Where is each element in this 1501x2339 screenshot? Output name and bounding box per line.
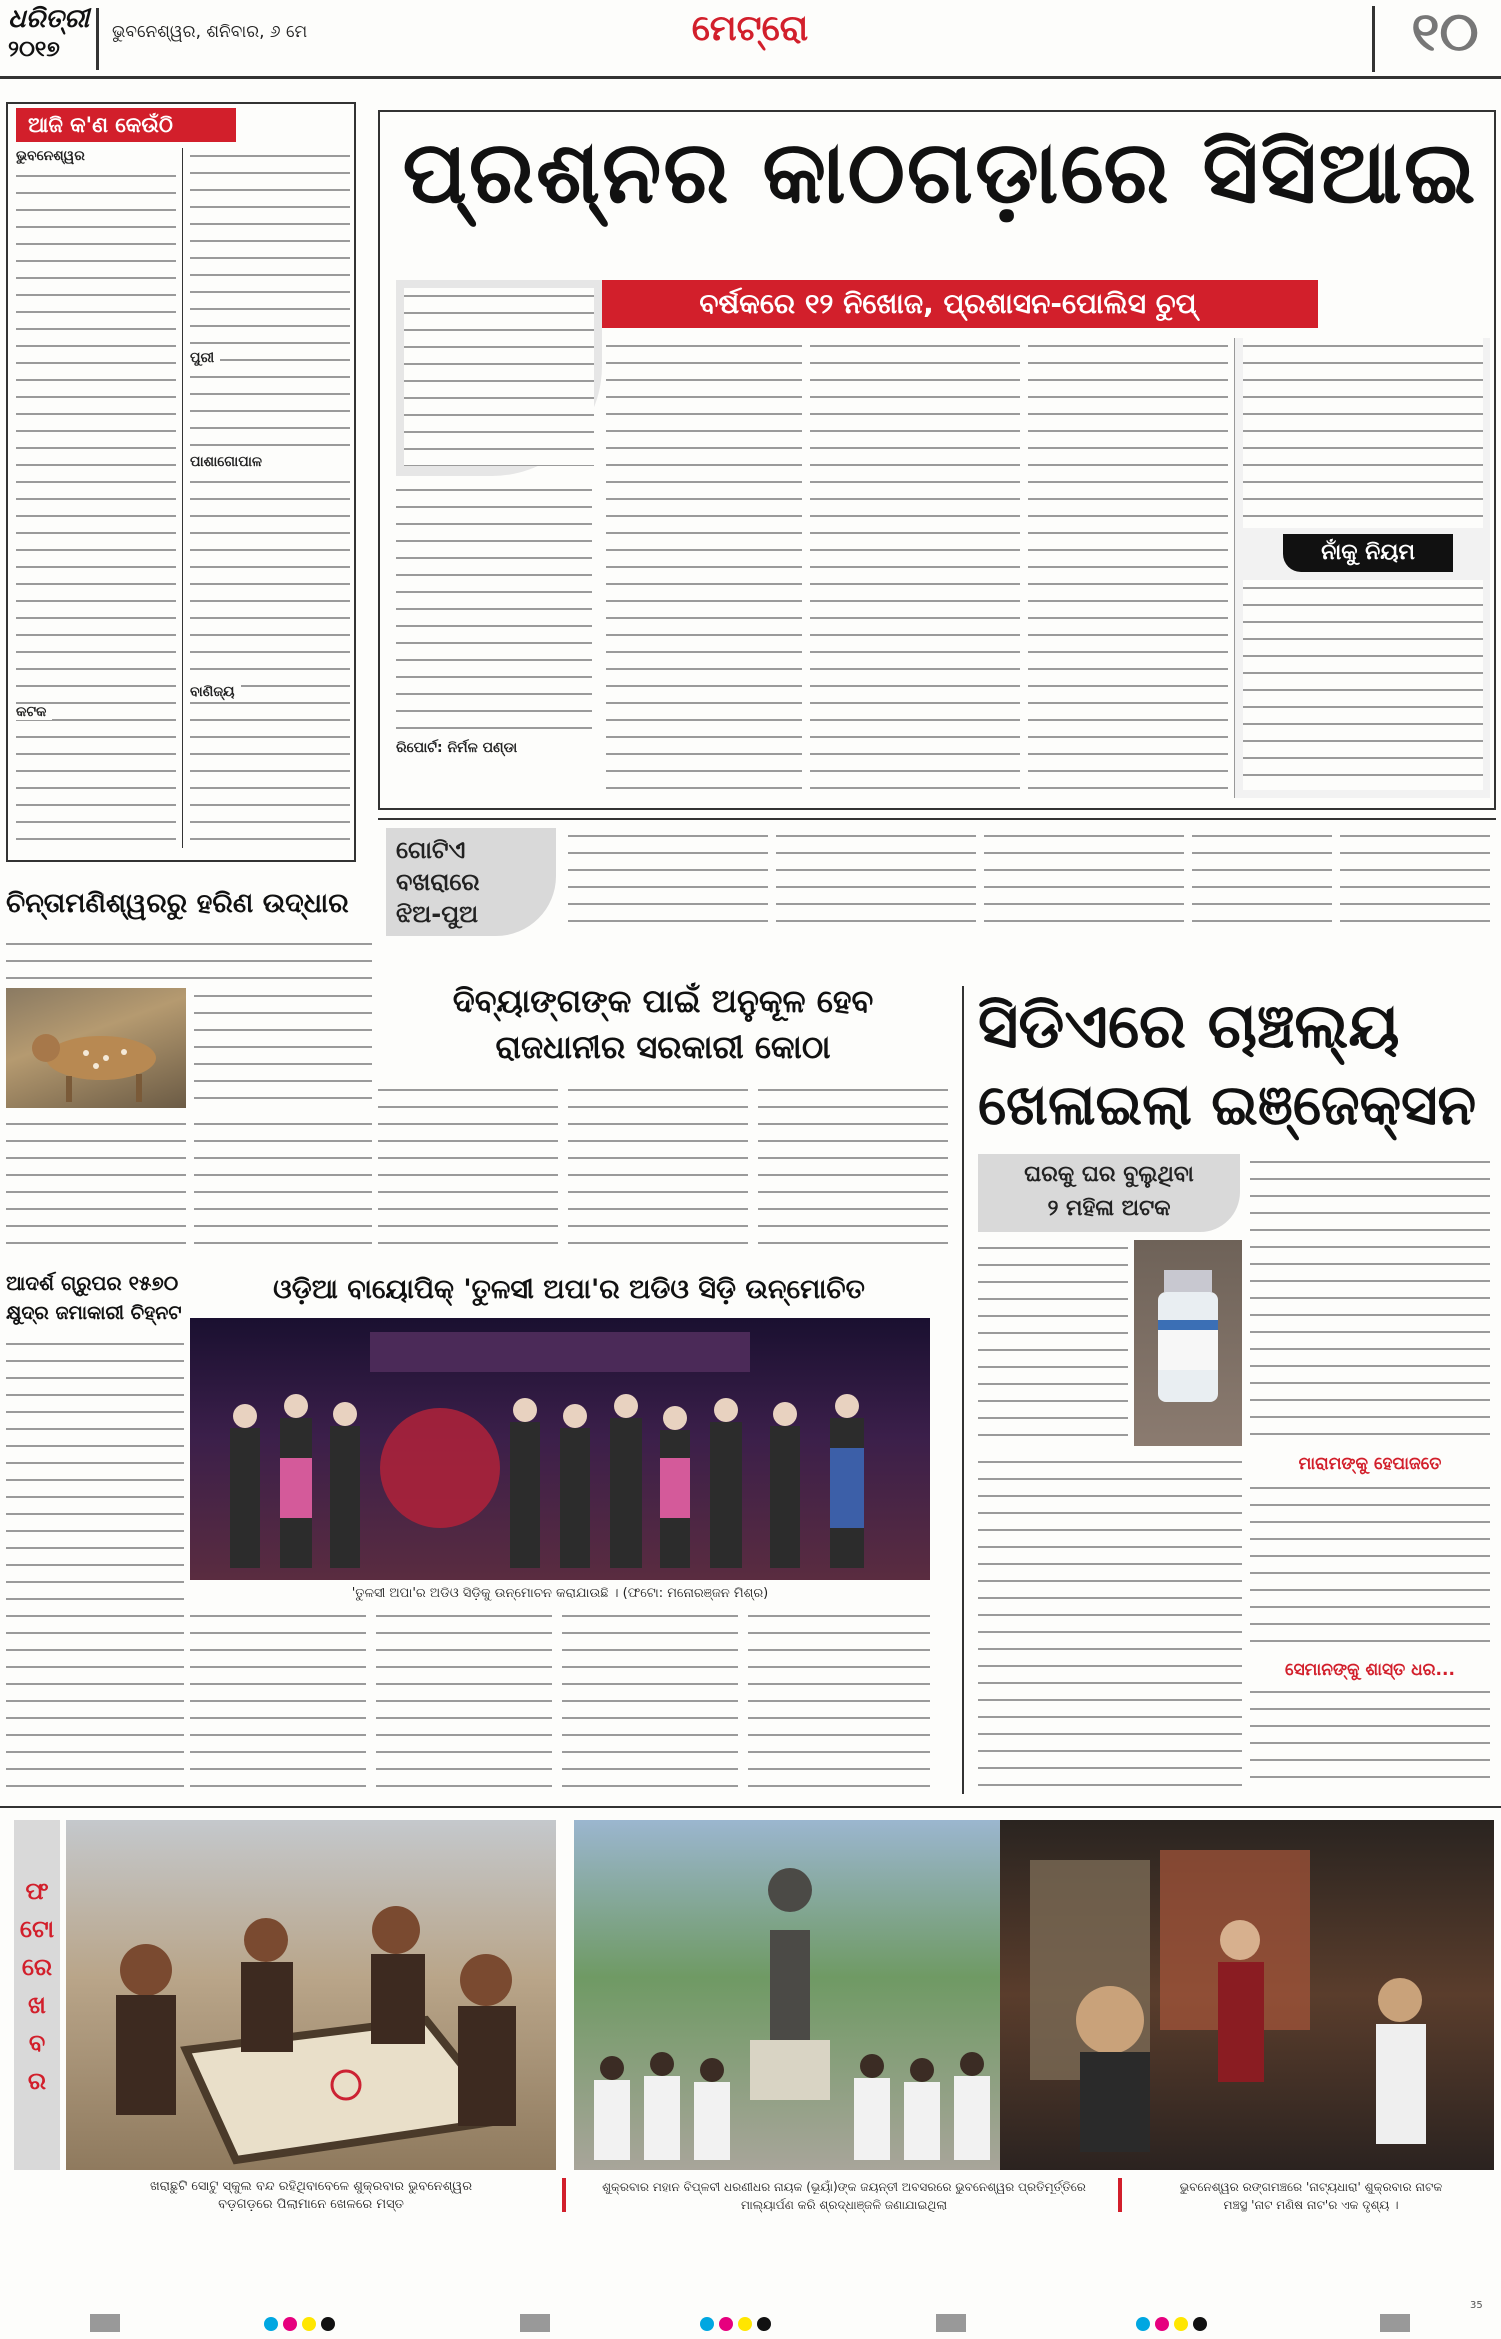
lead-intro-highlight	[396, 280, 602, 476]
photo-caption-1	[66, 2178, 556, 2214]
drama-illustration	[1000, 1820, 1494, 2170]
divyang-col1	[378, 1082, 558, 1258]
caption-divider-2	[1118, 2178, 1122, 2212]
cda-text-right-top	[1250, 1154, 1490, 1446]
adarsh-text	[6, 1336, 184, 1796]
lead-subheadline	[578, 280, 1318, 328]
box-story	[378, 818, 1496, 938]
lead-inset-text-bottom	[1243, 580, 1483, 790]
deer-text-col2	[194, 1116, 372, 1246]
cmyk-dots-3	[1136, 2316, 1207, 2335]
box-story-col4	[1192, 828, 1332, 936]
lead-side-label-text: ନାଁକୁ ନିୟମ	[1321, 540, 1415, 565]
photo-news-label	[14, 1820, 60, 2170]
lead-inset-text-top	[1243, 338, 1483, 528]
print-registration-marks	[0, 2300, 1501, 2339]
lead-report-credit: ରିପୋର୍ଟ: ନିର୍ମଳ ପଣ୍ଡା	[396, 740, 518, 756]
cda-story	[962, 986, 1496, 1794]
photo-caption-2	[574, 2178, 1114, 2214]
box-story-title-3: ଝିଅ-ପୁଅ	[396, 900, 479, 928]
photo-caption-1-line2: ବଡ଼ଗଡ଼ରେ ପିଲାମାନେ ଖେଳରେ ମସ୍ତ	[218, 2197, 404, 2212]
cda-kicker-1: ଘରକୁ ଘର ବୁଲୁଥିବା	[1024, 1162, 1194, 1187]
tulsi-col3	[562, 1608, 738, 1798]
grey-mark-3	[936, 2314, 966, 2332]
tulsi-headline: ଓଡ଼ିଆ ବାୟୋପିକ୍ 'ତୁଳସୀ ଅପା'ର ଅଡିଓ ସିଡ଼ି ଉନ୍ମୋଚିତ	[273, 1274, 865, 1305]
page-code: 35	[1470, 2300, 1483, 2311]
logo-year: ୨୦୧୭	[8, 37, 60, 62]
cda-text-left-top	[978, 1240, 1128, 1446]
events-cuttack: କଟକ	[16, 704, 52, 720]
page-number: ୧୦	[1411, 0, 1479, 63]
photo-news-label-4: ଖ	[28, 1991, 46, 2019]
events-pashanagopal: ପାଶାଗୋପାଳ	[190, 454, 263, 470]
events-text-col2b	[190, 474, 350, 844]
photo-caption-1-line1: ଖରାଛୁଟି ସୋଟୁ ସ୍କୁଲ ବନ୍ଦ ରହିଥିବାବେଳେ ଶୁକ୍ରବାର ଭୁବନେଶ୍ୱର	[149, 2179, 473, 2194]
lead-body-col4	[1028, 338, 1228, 798]
lead-side-label	[1283, 534, 1453, 572]
cda-text-right-bottom	[1250, 1684, 1490, 1790]
box-story-col5	[1340, 828, 1490, 936]
masthead-divider-left	[96, 8, 99, 70]
photo-news-label-5: ବ	[28, 2029, 46, 2057]
adarsh-headline-1: ଆଦର୍ଶ ଗ୍ରୁପର ୧୫୭୦	[6, 1271, 179, 1295]
tulsi-event-illustration	[190, 1318, 930, 1580]
lead-inset	[1234, 338, 1490, 798]
cda-subhead-2: ସେମାନଙ୍କୁ ଶାସ୍ତ ଧର...	[1285, 1660, 1455, 1680]
section-name: ମେଟ୍ରୋ	[691, 8, 809, 49]
photo-caption-3-line1: ଭୁବନେଶ୍ୱର ରଙ୍ଗମଞ୍ଚରେ 'ନାଟ୍ୟଧାରା' ଶୁକ୍ରବାର ନାଟକ	[1179, 2180, 1443, 2194]
lead-body-col3	[810, 338, 1020, 798]
statue-photo	[574, 1820, 1008, 2170]
photo-news-label-2: ଟୋ	[19, 1915, 55, 1943]
cda-kicker-2: ୨ ମହିଳା ଅଟକ	[1047, 1196, 1171, 1221]
deer-text-col1	[6, 1116, 186, 1246]
lead-subheadline-text: ବର୍ଷକରେ ୧୨ ନିଖୋଜ, ପ୍ରଶାସନ-ପୋଲିସ ଚୁପ୍	[699, 287, 1197, 320]
lead-story	[378, 110, 1496, 810]
photo-caption-3-line2: ମଞ୍ଚସ୍ଥ 'ନାଟ ମଣିଷ ନାଟ'ର ଏକ ଦୃଶ୍ୟ ।	[1223, 2198, 1399, 2212]
photo-caption-3	[1128, 2178, 1494, 2214]
statue-illustration	[574, 1820, 1008, 2170]
lead-body-col2	[606, 338, 802, 798]
events-puri: ପୁରୀ	[190, 350, 220, 366]
carrom-illustration	[66, 1820, 556, 2170]
tulsi-event-photo	[190, 1318, 930, 1580]
cda-subhead-1: ମାରାମଙ୍କୁ ହେପାଜତେ	[1298, 1454, 1442, 1474]
divyang-col2	[568, 1082, 748, 1258]
events-banijya: ବାଣିଜ୍ୟ	[190, 684, 241, 700]
photo-news-rule	[0, 1806, 1501, 1808]
photo-news-label-3: ରେ	[21, 1953, 53, 1981]
tulsi-story	[190, 1268, 948, 1800]
drama-photo	[1000, 1820, 1494, 2170]
tulsi-col1	[190, 1608, 366, 1798]
events-text-col2a	[190, 148, 350, 448]
deer-photo	[6, 988, 186, 1108]
box-story-col3	[984, 828, 1184, 936]
cda-text-left-bottom	[978, 1454, 1242, 1790]
events-city: ଭୁବନେଶ୍ୱର	[16, 148, 85, 164]
events-col-rule	[182, 148, 183, 848]
grey-mark-4	[1380, 2314, 1410, 2332]
box-story-title-panel	[386, 828, 556, 936]
box-story-title-1: ଗୋଟିଏ	[396, 836, 466, 864]
events-heading-text: ଆଜି କ'ଣ କେଉଁଠି	[28, 113, 173, 137]
caption-divider-1	[562, 2178, 566, 2212]
deer-text-right	[194, 988, 372, 1108]
events-heading	[16, 108, 236, 142]
deer-text-top	[6, 936, 372, 982]
divyang-headline-2: ରାଜଧାନୀର ସରକାରୀ କୋଠା	[495, 1028, 831, 1066]
divyang-col3	[758, 1082, 948, 1258]
lead-intro-text-right	[396, 482, 592, 736]
photo-news	[0, 1820, 1501, 2290]
vaccine-vial-icon	[1134, 1240, 1242, 1446]
lead-headline: ପ୍ରଶ୍ନର କାଠଗଡ଼ାରେ ସିସିଆଇ	[402, 123, 1478, 223]
deer-headline: ଚିନ୍ତାମଣିଶ୍ୱରରୁ ହରିଣ ଉଦ୍ଧାର	[6, 888, 349, 919]
events-text-col1	[16, 168, 176, 848]
masthead-place-date: ଭୁବନେଶ୍ୱର, ଶନିବାର, ୬ ମେ	[112, 22, 308, 42]
tulsi-col2	[376, 1608, 552, 1798]
tulsi-caption: 'ତୁଳସୀ ଅପା'ର ଅଡିଓ ସିଡ଼ିକୁ ଉନ୍ମୋଚନ କରାଯାଉଛି । (ଫଟୋ: ମନୋରଞ୍ଜନ ମିଶ୍ର)	[351, 1586, 769, 1601]
masthead-rule	[0, 76, 1501, 79]
divyang-story	[378, 978, 948, 1258]
box-story-col2	[776, 828, 976, 936]
tulsi-col4	[748, 1608, 930, 1798]
box-story-col1	[568, 828, 768, 936]
adarsh-story	[6, 1268, 184, 1800]
cmyk-dots-2	[700, 2316, 771, 2335]
deer-illustration	[6, 988, 186, 1108]
box-story-title-2: ବଖରାରେ	[396, 868, 480, 896]
divyang-headline-1: ଦିବ୍ୟାଙ୍ଗଙ୍କ ପାଇଁ ଅନୁକୂଳ ହେବ	[452, 982, 874, 1020]
events-column	[6, 102, 356, 862]
cmyk-dots-1	[264, 2316, 335, 2335]
photo-caption-2-line1: ଶୁକ୍ରବାର ମହାନ ବିପ୍ଳବୀ ଧରଣୀଧର ନାୟକ (ଭୂୟାଁ)ଙ୍କ ଜୟନ୍ତୀ ଅବସରରେ ଭୁବନେଶ୍ୱର ପ୍ରତିମୂର୍ତ୍ତିରେ	[602, 2180, 1086, 2194]
carrom-photo	[66, 1820, 556, 2170]
cda-headline-1: ସିଡିଏରେ ଚାଞ୍ଚଲ୍ୟ	[978, 989, 1400, 1062]
photo-news-label-6: ର	[27, 2067, 47, 2095]
adarsh-headline-2: କ୍ଷୁଦ୍ର ଜମାକାରୀ ଚିହ୍ନଟ	[6, 1302, 182, 1324]
lead-intro-text	[404, 288, 594, 466]
grey-mark	[90, 2314, 120, 2332]
logo-text: ଧରିତ୍ରୀ	[8, 4, 90, 34]
photo-news-label-1: ଫ	[25, 1877, 49, 1905]
newspaper-logo	[8, 2, 88, 78]
deer-story	[6, 880, 372, 1250]
masthead-divider-right	[1372, 6, 1375, 72]
grey-mark-2	[520, 2314, 550, 2332]
photo-caption-2-line2: ମାଲ୍ୟାର୍ପଣ କରି ଶ୍ରଦ୍ଧାଞ୍ଜଳି ଜଣାଯାଇଥିଲା	[741, 2198, 947, 2212]
masthead	[0, 0, 1501, 80]
cda-kicker	[978, 1154, 1240, 1232]
vaccine-vial-photo	[1134, 1240, 1242, 1446]
cda-headline-2: ଖେଳାଇଲା ଇଞ୍ଜେକ୍ସନ	[978, 1073, 1477, 1138]
cda-text-right-mid	[1250, 1480, 1490, 1656]
